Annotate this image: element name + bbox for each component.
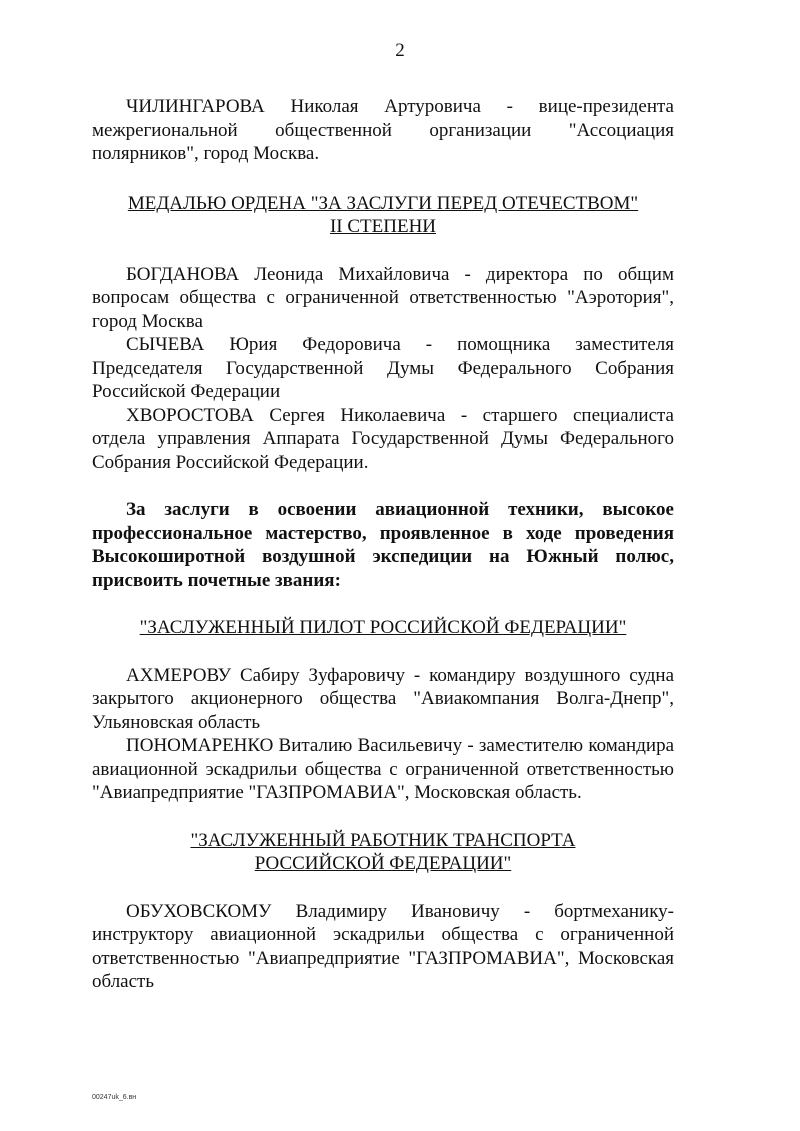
section-heading-line: II СТЕПЕНИ xyxy=(329,216,437,237)
section-heading-line: РОССИЙСКОЙ ФЕДЕРАЦИИ" xyxy=(254,853,512,874)
section-heading-line: "ЗАСЛУЖЕННЫЙ РАБОТНИК ТРАНСПОРТА xyxy=(190,829,576,851)
page-number: 2 xyxy=(395,40,405,61)
award-recipient-paragraph: СЫЧЕВА Юрия Федоровича - помощника заместителя Председателя Государственной Думы Федерального Собрания Российской Федерации xyxy=(92,334,674,402)
award-recipient-paragraph: АХМЕРОВУ Сабиру Зуфаровичу - командиру воздушного судна закрытого акционерного общества "Авиакомпания Волга-Днепр", Ульяновская область xyxy=(92,664,674,733)
footer-document-code: 00247uk_6.вн xyxy=(92,1094,137,1101)
award-recipient-paragraph: БОГДАНОВА Леонида Михайловича - директора по общим вопросам общества с ограниченной ответственностью "Аэротория", город Москва xyxy=(92,263,674,332)
section-heading-medal xyxy=(92,192,674,239)
award-recipient-paragraph: ОБУХОВСКОМУ Владимиру Ивановичу - бортмеханику-инструктору авиационной эскадрильи общества с ограниченной ответственностью "Авиапредприятие "ГАЗПРОМАВИА", Московская область xyxy=(92,900,674,992)
award-recipient-paragraph: ПОНОМАРЕНКО Виталию Васильевичу - заместителю командира авиационной эскадрильи общества с ограниченной ответственностью "Авиапредприятие "ГАЗПРОМАВИА", Московская область. xyxy=(92,735,674,803)
bold-intro-paragraph: За заслуги в освоении авиационной техники, высокое профессиональное мастерство, проявленное в ходе проведения Высокоширотной воздушной экспедиции на Южный полюс, присвоить почетные звания: xyxy=(92,499,674,591)
document-body xyxy=(92,95,674,994)
award-recipient-paragraph: ХВОРОСТОВА Сергея Николаевича - старшего специалиста отдела управления Аппарата Государственной Думы Федерального Собрания Российской Федерации. xyxy=(92,404,674,473)
section-heading-pilot xyxy=(92,616,674,640)
award-paragraph-intro: ЧИЛИНГАРОВА Николая Артуровича - вице-президента межрегиональной общественной организации "Ассоциация полярников", город Москва. xyxy=(92,96,674,164)
section-heading-line: МЕДАЛЬЮ ОРДЕНА "ЗА ЗАСЛУГИ ПЕРЕД ОТЕЧЕСТВОМ" xyxy=(127,192,639,214)
section-heading-line: "ЗАСЛУЖЕННЫЙ ПИЛОТ РОССИЙСКОЙ ФЕДЕРАЦИИ" xyxy=(139,617,627,638)
section-heading-transport xyxy=(92,829,674,876)
